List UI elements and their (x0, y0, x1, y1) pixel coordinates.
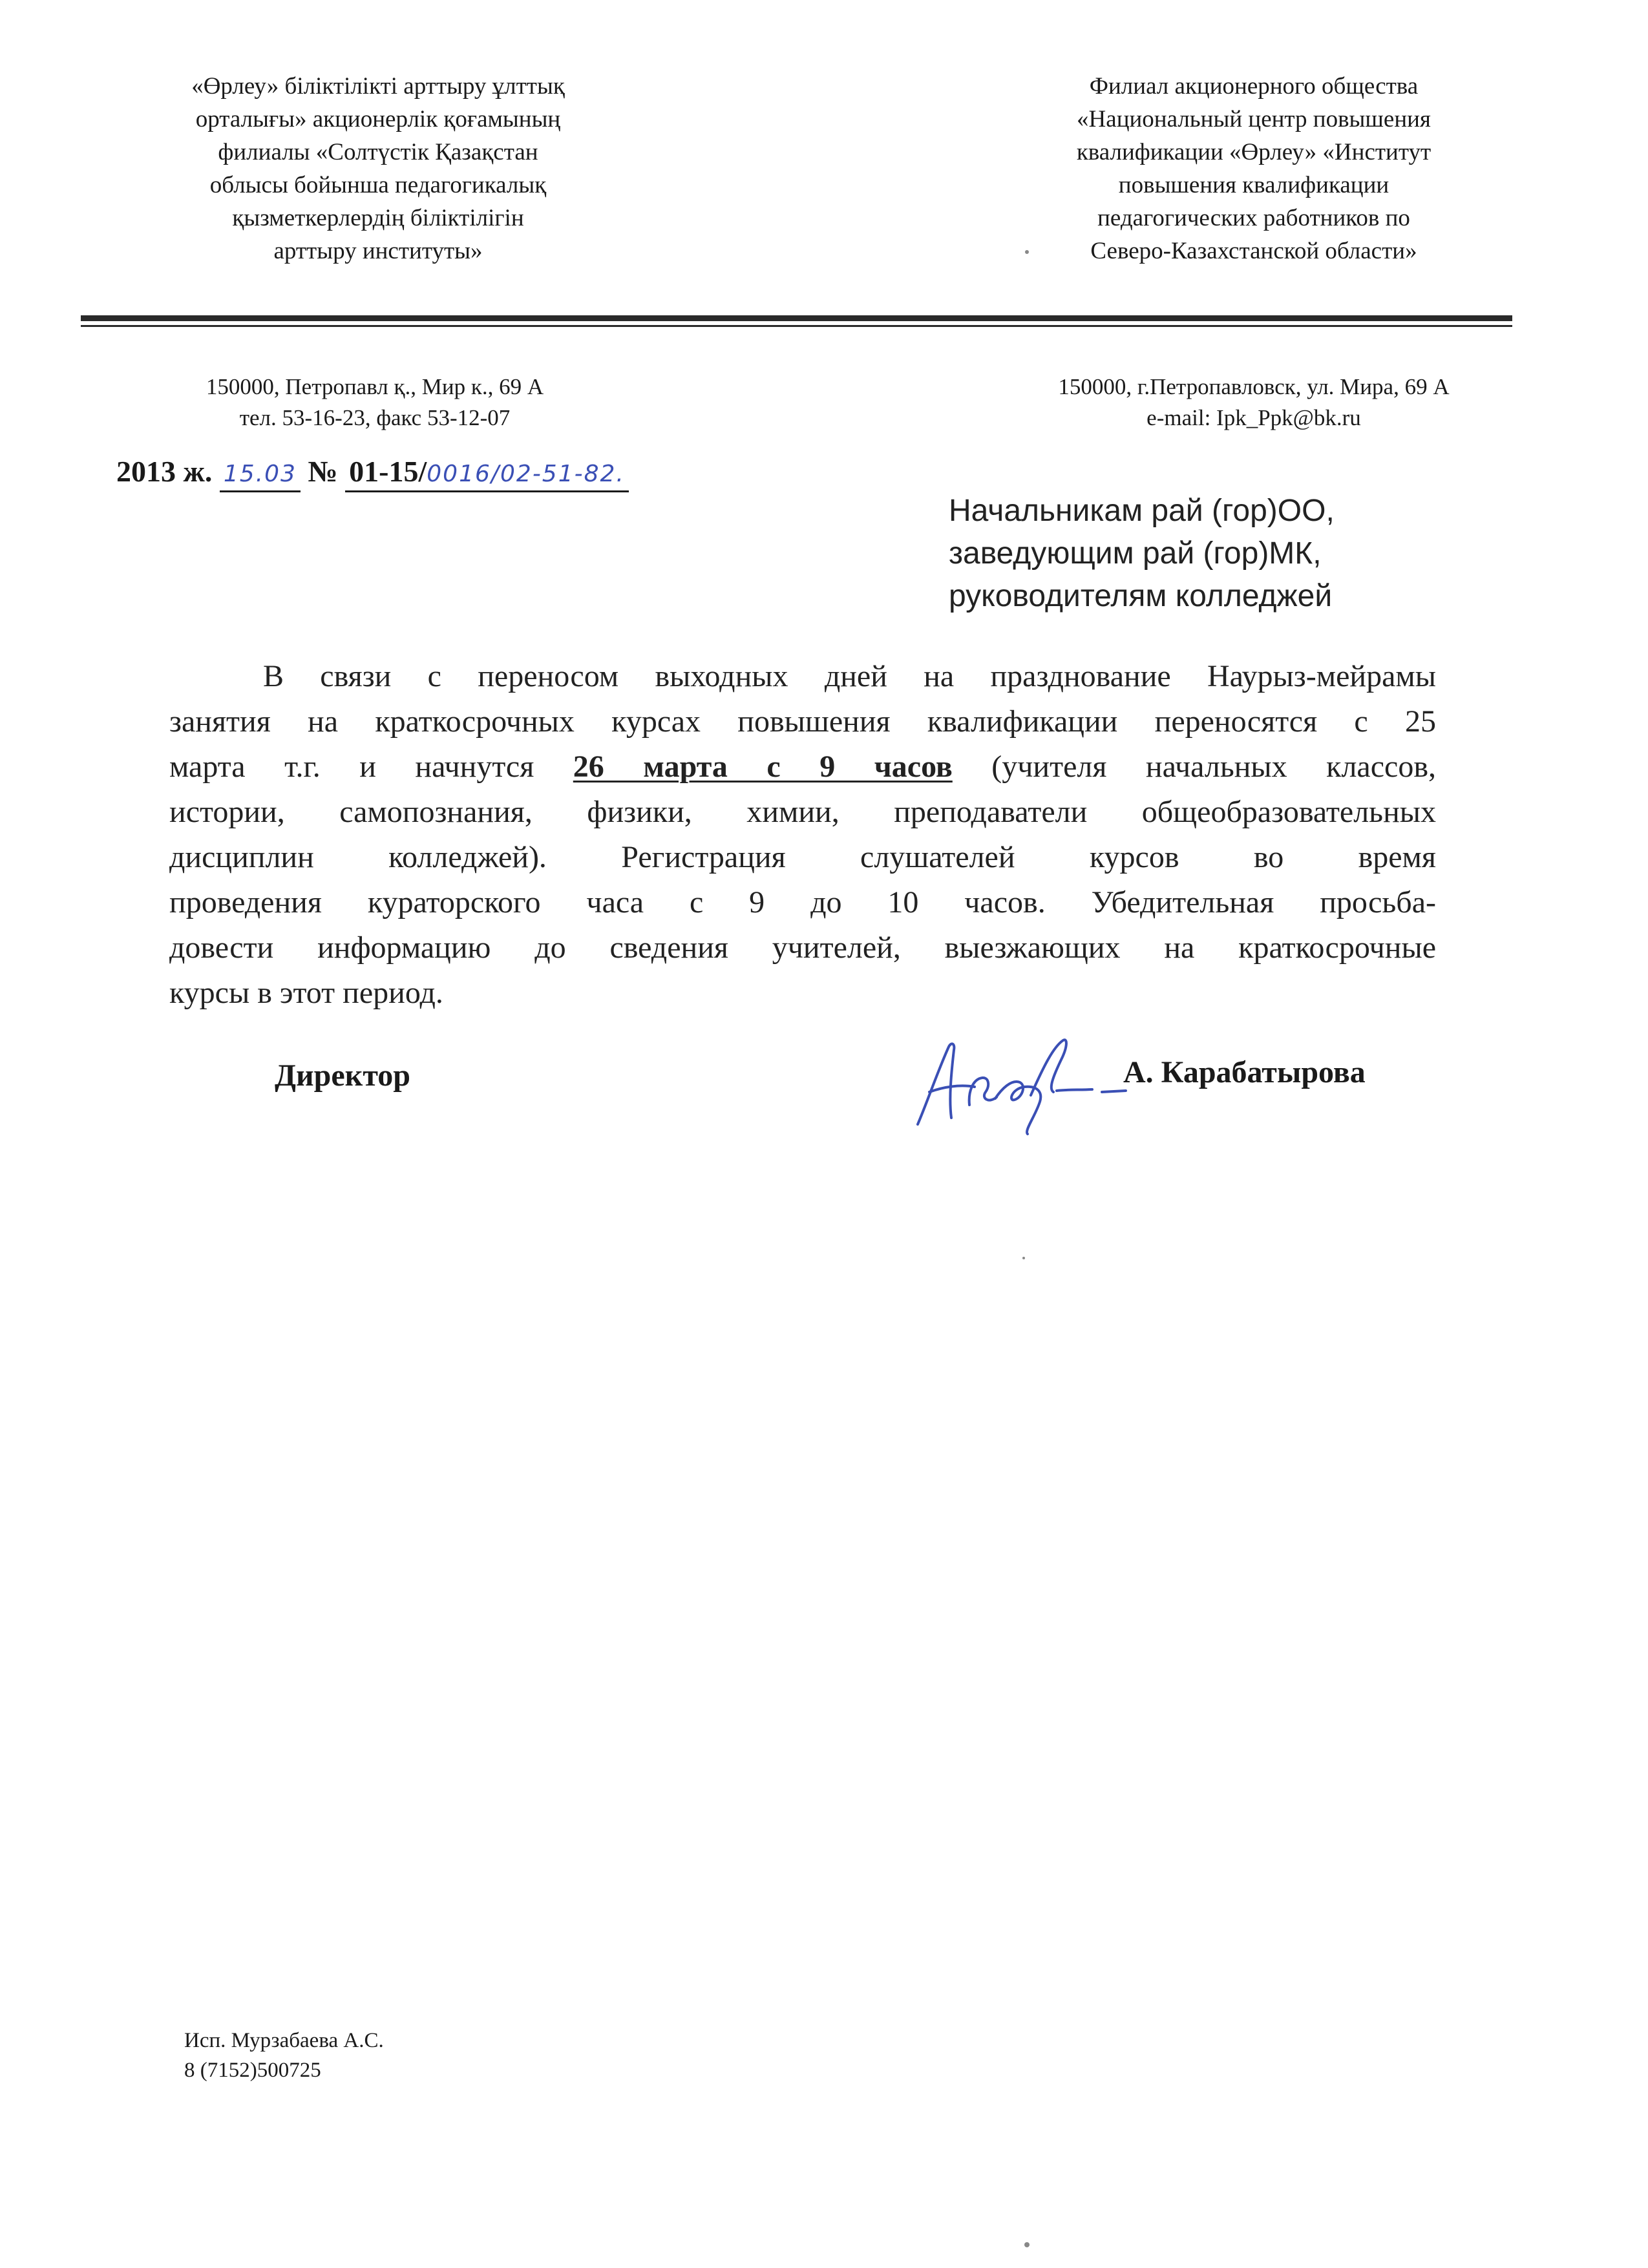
body-line-text: марта т.г. и начнутся (169, 750, 573, 784)
scan-speck (1024, 2242, 1030, 2247)
header-russian-line: Филиал акционерного общества (1089, 73, 1419, 100)
recipient-line: руководителям колледжей (949, 579, 1333, 613)
header-russian-line: квалификации «Өрлеу» «Институт (1076, 139, 1431, 165)
body-line: курсы в этот период. (169, 976, 443, 1010)
header-kazakh-line: «Өрлеу» біліктілікті арттыру ұлттық (191, 73, 565, 100)
recipients-block (949, 490, 1335, 618)
body-line-text: (учителя начальных классов, (952, 750, 1437, 784)
body-line (169, 744, 1436, 790)
recipient-line: заведующим рай (гор)МК, (949, 536, 1322, 571)
header-divider-thin (81, 325, 1512, 327)
letter-body (169, 654, 1436, 1016)
scan-speck (1022, 1257, 1025, 1259)
reference-year: 2013 ж. (116, 455, 213, 488)
body-line: дисциплин колледжей). Регистрация слушателей курсов во время (169, 840, 1436, 874)
reference-date-field (220, 456, 301, 492)
header-russian (956, 70, 1551, 268)
header-kazakh-line: арттыру институты» (273, 238, 483, 264)
body-line: занятия на краткосрочных курсах повышения квалификации переносятся с 25 (169, 704, 1436, 739)
body-line-text: В связи с переносом выходных дней на празднование Наурыз-мейрамы (263, 659, 1436, 693)
scan-speck (1025, 250, 1029, 254)
header-russian-line: педагогических работников по (1097, 205, 1410, 231)
reference-number-handwritten: 0016/02-51-82. (427, 461, 625, 487)
address-kazakh (110, 372, 640, 434)
address-line: 150000, Петропавл қ., Мир к., 69 А (206, 374, 544, 399)
header-russian-line: «Национальный центр повышения (1077, 106, 1431, 132)
header-kazakh-line: филиалы «Солтүстік Қазақстан (218, 139, 538, 165)
executor-phone: 8 (7152)500725 (184, 2059, 321, 2082)
address-russian (956, 372, 1551, 434)
start-date-emphasis: 26 марта с 9 часов (573, 750, 953, 784)
reference-number-field (345, 456, 629, 492)
address-line: e-mail: Ipk_Ppk@bk.ru (1146, 405, 1361, 430)
header-russian-line: повышения квалификации (1118, 172, 1389, 198)
body-line: истории, самопознания, физики, химии, преподаватели общеобразовательных (169, 795, 1436, 829)
reference-number-prefix: 01-15/ (349, 455, 427, 488)
signatory-title: Директор (275, 1058, 410, 1093)
header-kazakh-line: қызметкерлердің біліктілігін (232, 205, 524, 231)
header-kazakh (107, 70, 650, 268)
reference-date-handwritten: 15.03 (223, 461, 297, 487)
executor-block (184, 2026, 384, 2085)
header-kazakh-line: орталығы» акционерлік қоғамының (195, 106, 561, 132)
header-russian-line: Северо-Казахстанской области» (1090, 238, 1417, 264)
header-divider-thick (81, 315, 1512, 321)
recipient-line: Начальникам рай (гор)ОО, (949, 494, 1335, 528)
body-line (169, 654, 1436, 699)
signatory-name: А. Карабатырова (1123, 1055, 1366, 1089)
address-line: тел. 53-16-23, факс 53-12-07 (239, 405, 511, 430)
reference-number-sign: № (308, 455, 338, 488)
header-kazakh-line: облысы бойынша педагогикалық (209, 172, 547, 198)
handwritten-signature (898, 1027, 1131, 1137)
reference-line (116, 452, 629, 492)
executor-name: Исп. Мурзабаева А.С. (184, 2029, 384, 2052)
body-line: проведения кураторского часа с 9 до 10 часов. Убедительная просьба- (169, 885, 1436, 919)
address-line: 150000, г.Петропавловск, ул. Мира, 69 А (1058, 374, 1450, 399)
body-line: довести информацию до сведения учителей, выезжающих на краткосрочные (169, 930, 1436, 965)
